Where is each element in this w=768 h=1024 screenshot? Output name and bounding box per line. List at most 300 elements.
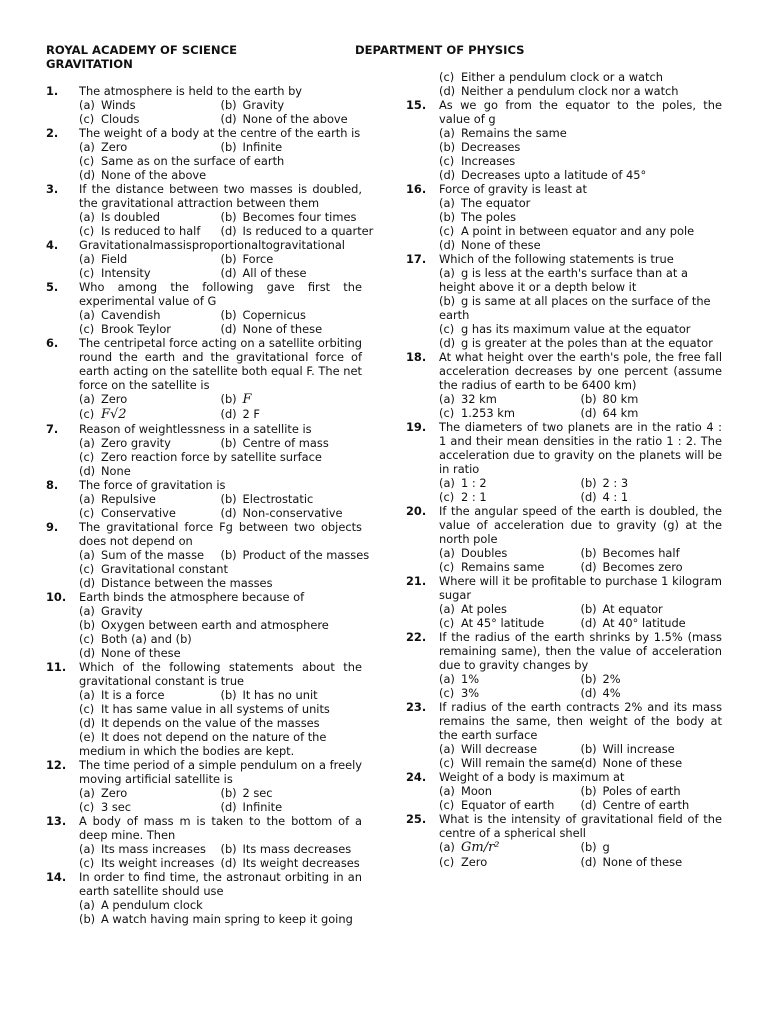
option-list — [79, 140, 362, 182]
option — [79, 618, 362, 632]
option — [221, 856, 363, 870]
option-text: Oxygen between earth and atmosphere — [101, 618, 329, 632]
question-text: As we go from the equator to the poles, the value of g — [439, 98, 722, 126]
option-label: (a) — [439, 546, 455, 560]
option — [221, 436, 363, 450]
question-text: The time period of a simple pendulum on a freely moving artificial satellite is — [79, 758, 362, 786]
option — [439, 616, 581, 630]
department-name: DEPARTMENT OF PHYSICS — [355, 43, 525, 57]
question-item — [46, 182, 374, 238]
option — [79, 786, 221, 800]
option — [581, 602, 723, 616]
option-text: Copernicus — [242, 308, 306, 322]
question-text: If the radius of the earth shrinks by 1.5% (mass remaining same), then the value of acceleration due to gravity changes by — [439, 630, 722, 672]
option — [221, 252, 363, 266]
option-list — [439, 476, 722, 504]
question-item — [406, 630, 722, 700]
question-number: 2. — [46, 126, 59, 140]
option-label: (a) — [439, 602, 455, 616]
option-list — [439, 602, 722, 630]
option-label: (a) — [439, 196, 455, 210]
option — [79, 912, 362, 926]
question-item — [406, 700, 722, 770]
question-item — [406, 350, 722, 420]
school-name: ROYAL ACADEMY OF SCIENCE — [46, 43, 238, 57]
option-label: (d) — [220, 407, 237, 421]
option-label: (c) — [79, 112, 95, 126]
option-text: Is reduced to a quarter — [242, 224, 374, 238]
question-item — [46, 520, 370, 590]
option-label: (c) — [439, 855, 455, 869]
option-text: 4% — [602, 686, 621, 700]
option-text: 2 : 3 — [602, 476, 629, 490]
option-text: Its weight decreases — [242, 856, 360, 870]
option — [79, 730, 362, 758]
option-text: The equator — [461, 196, 531, 210]
option-list — [439, 196, 722, 252]
option-label: (b) — [220, 140, 237, 154]
option — [221, 506, 363, 520]
question-text: The atmosphere is held to the earth by — [79, 84, 303, 98]
question-number: 9. — [46, 520, 59, 534]
option-text: g — [602, 840, 610, 854]
option — [581, 784, 723, 798]
option-label: (a) — [79, 548, 95, 562]
option-list — [79, 308, 362, 336]
option-list — [439, 266, 722, 350]
question-text: In order to find time, the astronaut orbiting in an earth satellite should use — [79, 870, 362, 898]
option-label: (b) — [580, 742, 597, 756]
option-label: (b) — [580, 672, 597, 686]
option — [221, 322, 363, 336]
option-label: (c) — [79, 224, 95, 238]
option — [581, 756, 723, 770]
option-text: Zero — [461, 855, 488, 869]
option — [79, 842, 221, 856]
option-label: (b) — [580, 476, 597, 490]
option-label: (b) — [580, 784, 597, 798]
option-list — [79, 688, 362, 758]
option — [439, 476, 581, 490]
option-label: (a) — [439, 784, 455, 798]
option-text: Moon — [461, 784, 492, 798]
option-text: Decreases upto a latitude of 45° — [461, 168, 647, 182]
option — [79, 436, 221, 450]
option-label: (d) — [79, 716, 96, 730]
option-label: (c) — [79, 562, 95, 576]
question-item — [46, 870, 362, 926]
question-text: The gravitational force Fg between two objects does not depend on — [79, 520, 362, 548]
option — [79, 266, 221, 280]
option-label: (d) — [580, 560, 597, 574]
option-text: Its mass decreases — [242, 842, 352, 856]
question-number: 14. — [46, 870, 67, 884]
option-text: g is same at all places on the surface of the earth — [439, 294, 711, 322]
option-text: All of these — [242, 266, 307, 280]
option — [439, 742, 581, 756]
option-text: Gm/r² — [461, 840, 500, 855]
option-list — [79, 252, 362, 280]
option-text: 4 : 1 — [602, 490, 629, 504]
option-label: (b) — [220, 492, 237, 506]
option-label: (c) — [79, 856, 95, 870]
option — [79, 716, 362, 730]
option-label: (c) — [79, 506, 95, 520]
option-text: Its mass increases — [101, 842, 206, 856]
option — [581, 672, 723, 686]
option — [581, 616, 723, 630]
option-text: g is greater at the poles than at the equator — [461, 336, 713, 350]
option — [439, 126, 722, 140]
question-text: Which of the following statements is true — [439, 252, 674, 266]
option — [79, 506, 221, 520]
question-text: Reason of weightlessness in a satellite is — [79, 422, 312, 436]
option-text: Sum of the masse — [101, 548, 205, 562]
option-label: (b) — [580, 546, 597, 560]
option-label: (c) — [79, 407, 95, 421]
option-text: At poles — [461, 602, 507, 616]
question-number: 18. — [406, 350, 427, 364]
option-text: Will increase — [602, 742, 675, 756]
option — [581, 476, 723, 490]
option — [439, 322, 722, 336]
option — [221, 112, 363, 126]
question-number: 19. — [406, 420, 427, 434]
option-label: (b) — [439, 210, 456, 224]
option-label: (b) — [439, 294, 456, 308]
option — [221, 140, 363, 154]
option-label: (c) — [79, 800, 95, 814]
question-number: 8. — [46, 478, 59, 492]
question-number: 20. — [406, 504, 427, 518]
option-label: (d) — [220, 322, 237, 336]
option-list — [79, 98, 362, 126]
option — [439, 686, 581, 700]
option-list — [439, 392, 722, 420]
question-number: 23. — [406, 700, 427, 714]
option — [220, 224, 374, 238]
option-label: (b) — [439, 140, 456, 154]
question-text: Which of the following statements about the gravitational constant is true — [79, 660, 362, 688]
option-text: Becomes four times — [242, 210, 357, 224]
option-text: None of these — [602, 855, 683, 869]
question-text: If radius of the earth contracts 2% and its mass remains the same, then weight of the body at the earth surface — [439, 700, 722, 742]
option-label: (b) — [220, 786, 237, 800]
option — [439, 210, 722, 224]
option-label: (d) — [220, 506, 237, 520]
option-text: Distance between the masses — [101, 576, 273, 590]
option-text: 2 sec — [242, 786, 273, 800]
option-text: 1% — [461, 672, 480, 686]
option — [79, 604, 362, 618]
option-text: 1 : 2 — [461, 476, 487, 490]
option-text: None of these — [461, 238, 541, 252]
option-label: (d) — [220, 266, 237, 280]
option-text: Clouds — [101, 112, 140, 126]
option-text: 64 km — [602, 406, 639, 420]
question-number: 13. — [46, 814, 67, 828]
option-text: None of these — [101, 646, 181, 660]
option — [79, 800, 221, 814]
option-list — [439, 546, 722, 574]
option-label: (b) — [220, 548, 237, 562]
option-label: (d) — [439, 238, 456, 252]
option — [79, 252, 221, 266]
option-label: (c) — [79, 632, 95, 646]
option-label: (c) — [79, 450, 95, 464]
option-label: (b) — [580, 840, 597, 854]
option — [79, 140, 221, 154]
option — [581, 855, 723, 869]
option-text: Non-conservative — [242, 506, 343, 520]
option-label: (c) — [439, 798, 455, 812]
option-text: It is a force — [101, 688, 165, 702]
option — [439, 336, 722, 350]
question-item — [46, 660, 362, 758]
option — [439, 294, 722, 322]
option — [581, 686, 723, 700]
option-text: Zero — [101, 786, 128, 800]
question-item — [46, 126, 362, 182]
option-text: 3% — [461, 686, 480, 700]
option-text: Zero — [101, 392, 128, 406]
subject-title: GRAVITATION — [46, 57, 133, 71]
option-text: Zero reaction force by satellite surface — [101, 450, 322, 464]
question-text: Where will it be profitable to purchase 1 kilogram sugar — [439, 574, 722, 602]
option-label: (b) — [79, 912, 96, 926]
option — [581, 742, 723, 756]
option-label: (d) — [79, 646, 96, 660]
option-label: (d) — [220, 800, 237, 814]
option-text: The poles — [461, 210, 517, 224]
question-number: 24. — [406, 770, 427, 784]
option-text: 80 km — [602, 392, 639, 406]
option — [439, 756, 581, 770]
option — [79, 688, 221, 702]
option-label: (b) — [220, 436, 237, 450]
question-text: If the angular speed of the earth is doubled, the value of acceleration due to gravity (g) at the north pole — [439, 504, 722, 546]
option — [79, 492, 221, 506]
option-list — [439, 840, 722, 869]
question-text: The diameters of two planets are in the ratio 4 : 1 and their mean densities in the ratio 1 : 2. The acceleration due to gravity on the planets will be in ratio — [439, 420, 722, 476]
option-label: (b) — [220, 688, 237, 702]
option-list — [79, 210, 374, 238]
option-label: (d) — [439, 336, 456, 350]
option — [221, 842, 363, 856]
question-number: 22. — [406, 630, 427, 644]
option-text: 1.253 km — [461, 406, 515, 420]
option — [581, 798, 723, 812]
option-text: None of these — [602, 756, 683, 770]
option-text: 2 F — [242, 407, 260, 421]
option — [221, 392, 363, 407]
option — [79, 168, 362, 182]
option — [439, 840, 581, 855]
option-label: (a) — [79, 140, 95, 154]
option-label: (a) — [79, 98, 95, 112]
option-text: F√2 — [101, 407, 127, 422]
option — [581, 840, 723, 855]
question-number: 4. — [46, 238, 59, 252]
option — [221, 407, 363, 422]
option-text: Product of the masses — [242, 548, 370, 562]
option-text: Doubles — [461, 546, 508, 560]
option-label: (c) — [439, 322, 455, 336]
option-text: Remains same — [461, 560, 545, 574]
option — [220, 548, 370, 562]
option-label: (b) — [220, 308, 237, 322]
option-label: (d) — [79, 464, 96, 478]
question-item — [46, 280, 362, 336]
option — [79, 112, 221, 126]
option-text: A watch having main spring to keep it going — [101, 912, 353, 926]
option-text: Is reduced to half — [101, 224, 201, 238]
option — [79, 576, 362, 590]
question-number: 6. — [46, 336, 59, 350]
question-item — [406, 812, 722, 869]
option — [439, 855, 581, 869]
option-text: Gravity — [242, 98, 285, 112]
option — [439, 490, 581, 504]
option — [79, 308, 221, 322]
question-item — [46, 758, 362, 814]
option-label: (d) — [580, 616, 597, 630]
question-item — [406, 98, 722, 182]
question-number: 21. — [406, 574, 427, 588]
option-label: (d) — [220, 224, 237, 238]
option-list — [79, 436, 362, 478]
question-item — [406, 770, 722, 812]
option — [79, 210, 221, 224]
option-text: Cavendish — [101, 308, 161, 322]
option-text: It has same value in all systems of units — [101, 702, 330, 716]
question-number: 3. — [46, 182, 59, 196]
question-number: 1. — [46, 84, 59, 98]
option-label: (a) — [439, 126, 455, 140]
option-text: None of the above — [101, 168, 207, 182]
option-label: (b) — [580, 392, 597, 406]
option-label: (a) — [79, 436, 95, 450]
question-text: Weight of a body is maximum at — [439, 770, 625, 784]
option-text: Intensity — [101, 266, 151, 280]
option-text: Gravitational constant — [101, 562, 228, 576]
option — [221, 98, 363, 112]
option-text: Repulsive — [101, 492, 156, 506]
option-text: It has no unit — [242, 688, 318, 702]
question-number: 12. — [46, 758, 67, 772]
option — [79, 632, 362, 646]
option-label: (a) — [79, 842, 95, 856]
option-text: Its weight increases — [101, 856, 215, 870]
option-label: (b) — [220, 252, 237, 266]
option — [439, 154, 722, 168]
option-text: At 40° latitude — [602, 616, 686, 630]
question-number: 16. — [406, 182, 427, 196]
option — [581, 546, 723, 560]
option-label: (c) — [79, 322, 95, 336]
option — [439, 546, 581, 560]
question-item — [406, 574, 722, 630]
left-column — [46, 84, 374, 926]
option-list — [439, 784, 722, 812]
option-label: (d) — [439, 168, 456, 182]
option — [221, 786, 363, 800]
option-label: (a) — [439, 742, 455, 756]
option-label: (a) — [79, 492, 95, 506]
option-text: Becomes half — [602, 546, 680, 560]
question-number: 10. — [46, 590, 67, 604]
question-text: The centripetal force acting on a satellite orbiting round the earth and the gravitational force of earth acting on the satellite both equal F. The net force on the satellite is — [79, 336, 362, 392]
option-label: (a) — [79, 604, 95, 618]
option-label: (b) — [220, 842, 237, 856]
option-label: (d) — [580, 490, 597, 504]
option — [439, 602, 581, 616]
option-label: (d) — [580, 756, 597, 770]
option — [439, 392, 581, 406]
option-label: (b) — [220, 210, 237, 224]
option-label: (c) — [439, 490, 455, 504]
option-label: (e) — [79, 730, 95, 744]
question-item — [46, 238, 362, 280]
question-text: The force of gravitation is — [79, 478, 226, 492]
option-label: (b) — [220, 392, 237, 406]
option — [439, 140, 722, 154]
option-list — [439, 742, 722, 770]
option — [79, 646, 362, 660]
option — [581, 560, 723, 574]
option-text: 32 km — [461, 392, 497, 406]
option-label: (c) — [79, 702, 95, 716]
option-label: (a) — [79, 308, 95, 322]
option — [79, 464, 362, 478]
option-label: (c) — [439, 224, 455, 238]
option-label: (d) — [79, 168, 96, 182]
option-text: It does not depend on the nature of the medium in which the bodies are kept. — [79, 730, 327, 758]
question-number: 11. — [46, 660, 67, 674]
option — [79, 898, 362, 912]
option — [79, 224, 221, 238]
question-text: A body of mass m is taken to the bottom of a deep mine. Then — [79, 814, 362, 842]
option-label: (d) — [79, 576, 96, 590]
option-label: (d) — [580, 798, 597, 812]
option-text: Zero — [101, 140, 128, 154]
option-label: (b) — [220, 98, 237, 112]
question-text: Earth binds the atmosphere because of — [79, 590, 305, 604]
option-text: It depends on the value of the masses — [101, 716, 320, 730]
option-text: Will remain the same — [461, 756, 582, 770]
option-label: (a) — [79, 252, 95, 266]
option-label: (a) — [439, 840, 455, 854]
option — [439, 406, 581, 420]
option-label: (a) — [79, 210, 95, 224]
question-text: If the distance between two masses is doubled, the gravitational attraction between them — [79, 182, 362, 210]
option-text: None — [101, 464, 131, 478]
option-text: Centre of mass — [242, 436, 329, 450]
option — [79, 154, 362, 168]
option — [79, 450, 362, 464]
option-list — [79, 392, 362, 422]
question-item — [406, 182, 722, 252]
question-item — [46, 422, 362, 478]
option-list — [79, 898, 362, 926]
option — [581, 490, 723, 504]
option-text: A pendulum clock — [101, 898, 203, 912]
option-label: (c) — [79, 266, 95, 280]
option-text: Will decrease — [461, 742, 537, 756]
question-text: Who among the following gave first the experimental value of G — [79, 280, 362, 308]
option-label: (c) — [439, 616, 455, 630]
option-label: (c) — [439, 756, 455, 770]
